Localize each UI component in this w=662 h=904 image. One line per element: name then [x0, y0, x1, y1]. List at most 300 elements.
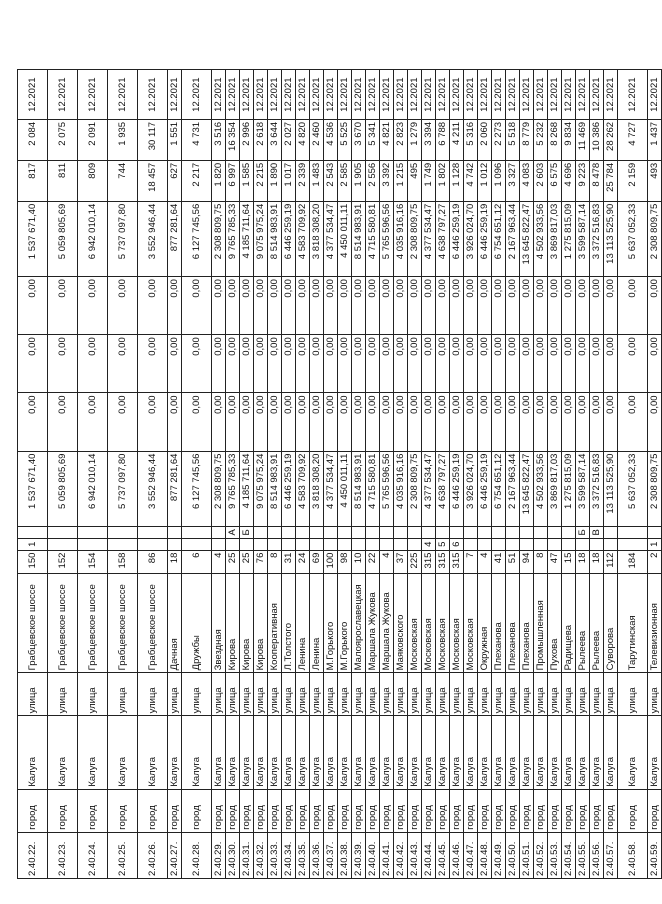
amortization-cell: 0,00	[138, 393, 168, 451]
residual-value-cell: 0,00	[618, 335, 648, 393]
residual-value-cell: 0,00	[310, 335, 324, 393]
house-number-cell: 154	[78, 550, 108, 574]
city-cell: Калуга	[108, 716, 138, 789]
amortization-cell: 0,00	[108, 393, 138, 451]
amortization-cell: 0,00	[436, 393, 450, 451]
cadastral-value-cell: 3 372 516,83	[590, 201, 604, 276]
locality-type-cell: город	[138, 789, 168, 832]
street-type-cell: улица	[576, 673, 590, 716]
area-cell: 2 556	[366, 160, 380, 201]
row-number-cell: 2.40.48.	[478, 832, 492, 878]
row-number-cell: 2.40.43.	[408, 832, 422, 878]
area-cell: 6 997	[226, 160, 240, 201]
period-cell: 12.2021	[422, 70, 436, 120]
table-row	[604, 25, 618, 879]
building-cell	[212, 538, 226, 550]
street-cell: Кирова	[254, 574, 268, 673]
row-number-cell: 2.40.52.	[534, 832, 548, 878]
residual-value-cell: 0,00	[282, 335, 296, 393]
building-cell	[478, 538, 492, 550]
row-number-cell: 2.40.36.	[310, 832, 324, 878]
balance-value-cell: 4 185 711,64	[240, 451, 254, 526]
area-cell: 9 223	[576, 160, 590, 201]
street-cell: Рылеева	[590, 574, 604, 673]
house-number-cell: 15	[562, 550, 576, 574]
amortization-cell: 0,00	[282, 393, 296, 451]
house-number-cell: 184	[618, 550, 648, 574]
street-cell: Л.Толстого	[282, 574, 296, 673]
amortization-cell: 0,00	[78, 393, 108, 451]
other-value-cell: 0,00	[478, 277, 492, 335]
street-type-cell: улица	[534, 673, 548, 716]
letter-cell	[520, 526, 534, 538]
street-cell: Московская	[422, 574, 436, 673]
building-cell	[548, 538, 562, 550]
tax-cell: 3 644	[268, 119, 282, 160]
street-type-cell: улица	[422, 673, 436, 716]
building-cell: 1	[18, 538, 48, 550]
period-cell: 12.2021	[282, 70, 296, 120]
locality-type-cell: город	[562, 789, 576, 832]
locality-type-cell: город	[506, 789, 520, 832]
locality-type-cell: город	[108, 789, 138, 832]
row-number-cell: 2.40.31.	[240, 832, 254, 878]
residual-value-cell: 0,00	[226, 335, 240, 393]
tax-cell: 1 279	[408, 119, 422, 160]
street-type-cell: улица	[48, 673, 78, 716]
area-cell: 4 696	[562, 160, 576, 201]
amortization-cell: 0,00	[310, 393, 324, 451]
locality-type-cell: город	[310, 789, 324, 832]
tax-cell: 6 788	[436, 119, 450, 160]
area-cell: 2 339	[296, 160, 310, 201]
city-cell: Калуга	[576, 716, 590, 789]
building-cell	[324, 538, 338, 550]
row-number-cell: 2.40.57.	[604, 832, 618, 878]
letter-cell	[464, 526, 478, 538]
period-cell: 12.2021	[590, 70, 604, 120]
row-number-cell: 2.40.27.	[168, 832, 182, 878]
tax-cell: 10 386	[590, 119, 604, 160]
city-cell: Калуга	[464, 716, 478, 789]
other-value-cell: 0,00	[380, 277, 394, 335]
city-cell: Калуга	[648, 716, 662, 789]
city-cell: Калуга	[408, 716, 422, 789]
locality-type-cell: город	[366, 789, 380, 832]
letter-cell	[436, 526, 450, 538]
letter-cell	[604, 526, 618, 538]
street-type-cell: улица	[78, 673, 108, 716]
tax-cell: 8 268	[548, 119, 562, 160]
street-type-cell: улица	[138, 673, 168, 716]
locality-type-cell: город	[182, 789, 212, 832]
city-cell: Калуга	[590, 716, 604, 789]
table-row	[138, 25, 168, 879]
period-cell: 12.2021	[324, 70, 338, 120]
balance-value-cell: 4 502 933,56	[534, 451, 548, 526]
balance-value-cell: 4 035 916,16	[394, 451, 408, 526]
area-cell: 2 215	[254, 160, 268, 201]
tax-cell: 3 516	[212, 119, 226, 160]
other-value-cell: 0,00	[464, 277, 478, 335]
building-cell	[48, 538, 78, 550]
period-cell: 12.2021	[254, 70, 268, 120]
city-cell: Калуга	[352, 716, 366, 789]
balance-value-cell: 8 514 983,91	[268, 451, 282, 526]
period-cell: 12.2021	[380, 70, 394, 120]
letter-cell	[310, 526, 324, 538]
row-number-cell: 2.40.40.	[366, 832, 380, 878]
street-cell: Московская	[408, 574, 422, 673]
city-cell: Калуга	[478, 716, 492, 789]
table-row	[478, 25, 492, 879]
street-cell: Суворова	[604, 574, 618, 673]
table-row	[168, 25, 182, 879]
letter-cell	[450, 526, 464, 538]
row-number-cell: 2.40.59.	[648, 832, 662, 878]
residual-value-cell: 0,00	[296, 335, 310, 393]
amortization-cell: 0,00	[506, 393, 520, 451]
street-type-cell: улица	[506, 673, 520, 716]
other-value-cell: 0,00	[78, 277, 108, 335]
period-cell: 12.2021	[18, 70, 48, 120]
letter-cell	[366, 526, 380, 538]
street-type-cell: улица	[108, 673, 138, 716]
table-row	[548, 25, 562, 879]
locality-type-cell: город	[254, 789, 268, 832]
residual-value-cell: 0,00	[394, 335, 408, 393]
house-number-cell: 25	[240, 550, 254, 574]
residual-value-cell: 0,00	[366, 335, 380, 393]
residual-value-cell: 0,00	[548, 335, 562, 393]
period-cell: 12.2021	[436, 70, 450, 120]
house-number-cell: 8	[534, 550, 548, 574]
tax-cell: 2 060	[478, 119, 492, 160]
letter-cell	[296, 526, 310, 538]
city-cell: Калуга	[282, 716, 296, 789]
building-cell	[78, 538, 108, 550]
cadastral-value-cell: 1 537 671,40	[18, 201, 48, 276]
tax-cell: 4 820	[296, 119, 310, 160]
amortization-cell: 0,00	[226, 393, 240, 451]
street-cell: Кооперативная	[268, 574, 282, 673]
period-cell: 12.2021	[338, 70, 352, 120]
amortization-cell: 0,00	[604, 393, 618, 451]
house-number-cell: 4	[478, 550, 492, 574]
street-cell: Плеханова	[520, 574, 534, 673]
tax-cell: 5 518	[506, 119, 520, 160]
house-number-cell: 18	[576, 550, 590, 574]
period-cell: 12.2021	[562, 70, 576, 120]
table-row	[576, 25, 590, 879]
table-row	[282, 25, 296, 879]
street-type-cell: улица	[240, 673, 254, 716]
area-cell: 1 905	[352, 160, 366, 201]
tax-cell: 2 823	[394, 119, 408, 160]
residual-value-cell: 0,00	[108, 335, 138, 393]
cadastral-value-cell: 1 275 815,09	[562, 201, 576, 276]
cadastral-value-cell: 2 308 809,75	[212, 201, 226, 276]
cadastral-value-cell: 3 818 308,20	[310, 201, 324, 276]
locality-type-cell: город	[282, 789, 296, 832]
balance-value-cell: 6 446 259,19	[282, 451, 296, 526]
row-number-cell: 2.40.30.	[226, 832, 240, 878]
letter-cell	[618, 526, 648, 538]
rotated-document-page	[17, 24, 660, 879]
street-cell: Московская	[450, 574, 464, 673]
period-cell: 12.2021	[78, 70, 108, 120]
tax-cell: 5 316	[464, 119, 478, 160]
letter-cell	[212, 526, 226, 538]
letter-cell	[562, 526, 576, 538]
cadastral-value-cell: 4 035 916,16	[394, 201, 408, 276]
house-number-cell: 315	[450, 550, 464, 574]
street-cell: Окружная	[478, 574, 492, 673]
amortization-cell: 0,00	[18, 393, 48, 451]
area-cell: 2 159	[618, 160, 648, 201]
residual-value-cell: 0,00	[268, 335, 282, 393]
row-number-cell: 2.40.46.	[450, 832, 464, 878]
locality-type-cell: город	[492, 789, 506, 832]
row-number-cell: 2.40.51.	[520, 832, 534, 878]
city-cell: Калуга	[492, 716, 506, 789]
street-type-cell: улица	[282, 673, 296, 716]
residual-value-cell: 0,00	[590, 335, 604, 393]
residual-value-cell: 0,00	[240, 335, 254, 393]
period-cell: 12.2021	[450, 70, 464, 120]
period-cell: 12.2021	[478, 70, 492, 120]
street-cell: Ленина	[310, 574, 324, 673]
tax-cell: 9 834	[562, 119, 576, 160]
street-type-cell: улица	[520, 673, 534, 716]
area-cell: 1 017	[282, 160, 296, 201]
building-cell	[604, 538, 618, 550]
street-cell: Грабцевское шоссе	[78, 574, 108, 673]
building-cell	[366, 538, 380, 550]
street-type-cell: улица	[590, 673, 604, 716]
table-row	[254, 25, 268, 879]
tax-cell: 2 996	[240, 119, 254, 160]
tax-cell: 28 262	[604, 119, 618, 160]
row-number-cell: 2.40.33.	[268, 832, 282, 878]
row-number-cell: 2.40.44.	[422, 832, 436, 878]
area-cell: 495	[408, 160, 422, 201]
house-number-cell: 98	[338, 550, 352, 574]
cadastral-value-cell: 5 637 052,33	[618, 201, 648, 276]
city-cell: Калуга	[310, 716, 324, 789]
city-cell: Калуга	[394, 716, 408, 789]
period-cell: 12.2021	[212, 70, 226, 120]
residual-value-cell: 0,00	[436, 335, 450, 393]
street-cell: Грабцевское шоссе	[18, 574, 48, 673]
letter-cell	[254, 526, 268, 538]
residual-value-cell: 0,00	[408, 335, 422, 393]
letter-cell	[138, 526, 168, 538]
balance-value-cell: 2 308 809,75	[212, 451, 226, 526]
area-cell: 1 012	[478, 160, 492, 201]
city-cell: Калуга	[604, 716, 618, 789]
balance-value-cell: 5 737 097,80	[108, 451, 138, 526]
balance-value-cell: 4 638 797,27	[436, 451, 450, 526]
city-cell: Калуга	[48, 716, 78, 789]
city-cell: Калуга	[168, 716, 182, 789]
street-type-cell: улица	[226, 673, 240, 716]
locality-type-cell: город	[576, 789, 590, 832]
area-cell: 6 575	[548, 160, 562, 201]
period-cell: 12.2021	[268, 70, 282, 120]
amortization-cell: 0,00	[366, 393, 380, 451]
house-number-cell: 4	[212, 550, 226, 574]
table-row	[436, 25, 450, 879]
balance-value-cell: 5 059 805,69	[48, 451, 78, 526]
street-type-cell: улица	[464, 673, 478, 716]
cadastral-value-cell: 4 185 711,64	[240, 201, 254, 276]
area-cell: 1 215	[394, 160, 408, 201]
letter-cell	[282, 526, 296, 538]
table-body	[18, 25, 662, 879]
building-cell	[506, 538, 520, 550]
area-cell: 3 392	[380, 160, 394, 201]
street-type-cell: улица	[296, 673, 310, 716]
cadastral-value-cell: 4 450 011,11	[338, 201, 352, 276]
letter-cell	[338, 526, 352, 538]
balance-value-cell: 13 645 822,47	[520, 451, 534, 526]
locality-type-cell: город	[534, 789, 548, 832]
table-row	[464, 25, 478, 879]
amortization-cell: 0,00	[408, 393, 422, 451]
table-row	[562, 25, 576, 879]
street-cell: Звездная	[212, 574, 226, 673]
other-value-cell: 0,00	[422, 277, 436, 335]
building-cell	[520, 538, 534, 550]
street-type-cell: улица	[380, 673, 394, 716]
table-row	[380, 25, 394, 879]
balance-value-cell: 2 308 809,75	[648, 451, 662, 526]
period-cell: 12.2021	[604, 70, 618, 120]
house-number-cell: 94	[520, 550, 534, 574]
street-cell: Тарутинская	[618, 574, 648, 673]
area-cell: 1 749	[422, 160, 436, 201]
period-cell: 12.2021	[366, 70, 380, 120]
house-number-cell: 41	[492, 550, 506, 574]
tax-cell: 30 117	[138, 119, 168, 160]
street-type-cell: улица	[268, 673, 282, 716]
street-cell: Плеханова	[492, 574, 506, 673]
table-row	[182, 25, 212, 879]
area-cell: 4 742	[464, 160, 478, 201]
street-cell: Маршала Жукова	[380, 574, 394, 673]
table-row	[338, 25, 352, 879]
city-cell: Калуга	[240, 716, 254, 789]
residual-value-cell: 0,00	[138, 335, 168, 393]
other-value-cell: 0,00	[648, 277, 662, 335]
table-row	[506, 25, 520, 879]
house-number-cell: 76	[254, 550, 268, 574]
residual-value-cell: 0,00	[352, 335, 366, 393]
residual-value-cell: 0,00	[604, 335, 618, 393]
city-cell: Калуга	[436, 716, 450, 789]
locality-type-cell: город	[450, 789, 464, 832]
locality-type-cell: город	[296, 789, 310, 832]
house-number-cell: 158	[108, 550, 138, 574]
amortization-cell: 0,00	[254, 393, 268, 451]
period-cell: 12.2021	[138, 70, 168, 120]
other-value-cell: 0,00	[562, 277, 576, 335]
locality-type-cell: город	[78, 789, 108, 832]
balance-value-cell: 2 167 963,44	[506, 451, 520, 526]
letter-cell	[168, 526, 182, 538]
residual-value-cell: 0,00	[506, 335, 520, 393]
other-value-cell: 0,00	[168, 277, 182, 335]
street-type-cell: улица	[310, 673, 324, 716]
building-cell	[338, 538, 352, 550]
tax-cell: 3 670	[352, 119, 366, 160]
cadastral-value-cell: 6 446 259,19	[282, 201, 296, 276]
balance-value-cell: 3 869 817,03	[548, 451, 562, 526]
tax-cell: 2 027	[282, 119, 296, 160]
amortization-cell: 0,00	[520, 393, 534, 451]
street-type-cell: улица	[648, 673, 662, 716]
cadastral-value-cell: 3 552 946,44	[138, 201, 168, 276]
letter-cell: Б	[576, 526, 590, 538]
city-cell: Калуга	[138, 716, 168, 789]
house-number-cell: 25	[226, 550, 240, 574]
other-value-cell: 0,00	[618, 277, 648, 335]
property-register-table	[17, 24, 662, 879]
area-cell: 1 096	[492, 160, 506, 201]
locality-type-cell: город	[436, 789, 450, 832]
city-cell: Калуга	[562, 716, 576, 789]
locality-type-cell: город	[618, 789, 648, 832]
cadastral-value-cell: 6 754 651,12	[492, 201, 506, 276]
street-type-cell: улица	[408, 673, 422, 716]
house-number-cell: 315	[436, 550, 450, 574]
locality-type-cell: город	[520, 789, 534, 832]
balance-value-cell: 1 537 671,40	[18, 451, 48, 526]
house-number-cell: 2	[648, 550, 662, 574]
balance-value-cell: 6 446 259,19	[450, 451, 464, 526]
period-cell: 12.2021	[618, 70, 648, 120]
letter-cell	[108, 526, 138, 538]
other-value-cell: 0,00	[520, 277, 534, 335]
house-number-cell: 150	[18, 550, 48, 574]
balance-value-cell: 6 127 745,56	[182, 451, 212, 526]
other-value-cell: 0,00	[492, 277, 506, 335]
street-cell: М.Горького	[324, 574, 338, 673]
cadastral-value-cell: 13 645 822,47	[520, 201, 534, 276]
residual-value-cell: 0,00	[324, 335, 338, 393]
area-cell: 744	[108, 160, 138, 201]
row-number-cell: 2.40.32.	[254, 832, 268, 878]
period-cell: 12.2021	[648, 70, 662, 120]
balance-value-cell: 8 514 983,91	[352, 451, 366, 526]
row-number-cell: 2.40.23.	[48, 832, 78, 878]
other-value-cell: 0,00	[436, 277, 450, 335]
city-cell: Калуга	[226, 716, 240, 789]
building-cell	[240, 538, 254, 550]
cadastral-value-cell: 4 377 534,47	[422, 201, 436, 276]
building-cell	[394, 538, 408, 550]
row-number-cell: 2.40.22.	[18, 832, 48, 878]
row-number-cell: 2.40.37.	[324, 832, 338, 878]
area-cell: 25 784	[604, 160, 618, 201]
period-cell: 12.2021	[108, 70, 138, 120]
locality-type-cell: город	[422, 789, 436, 832]
cadastral-value-cell: 4 715 580,81	[366, 201, 380, 276]
street-cell: Телевизионная	[648, 574, 662, 673]
street-cell: Плеханова	[506, 574, 520, 673]
other-value-cell: 0,00	[138, 277, 168, 335]
